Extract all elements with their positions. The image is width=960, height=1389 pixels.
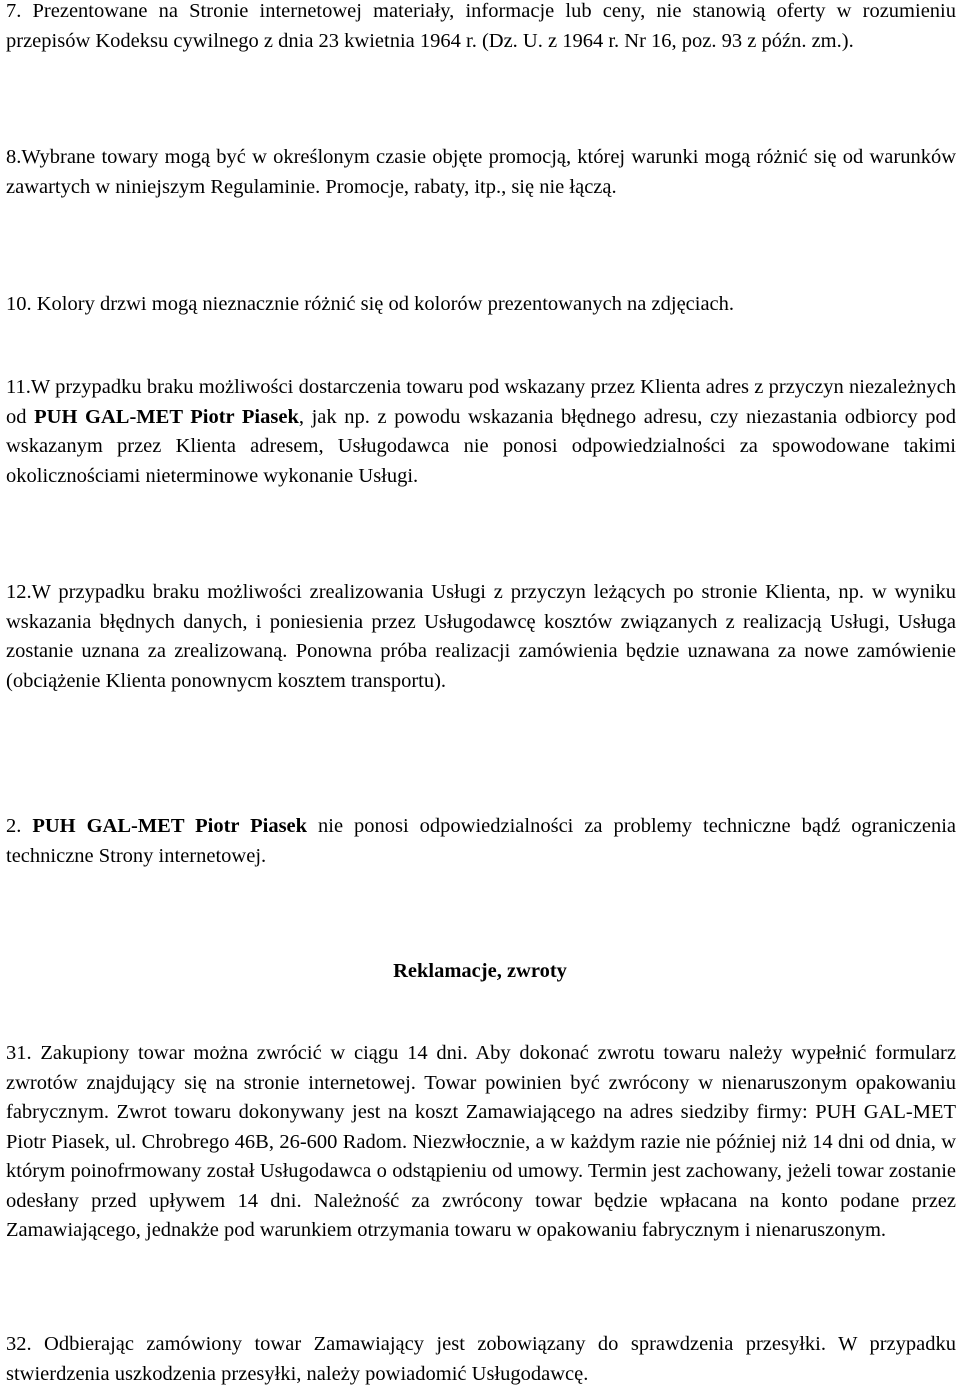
paragraph-8: 8.Wybrane towary mogą być w określonym czasie objęte promocją, której warunki mogą różnić się od warunków zawartych w niniejszym Regulaminie. Promocje, rabaty, itp., się nie łączą. (6, 146, 956, 198)
company-name: PUH GAL-MET Piotr Piasek (32, 815, 308, 837)
paragraph-12: 12.W przypadku braku możliwości zrealizowania Usługi z przyczyn leżących po stronie Klienta, np. w wyniku wskazania błędnych danych, i poniesienia przez Usługodawcę kosztów związanych z realizacją Usługi, Usługa zostanie uznana za zrealizowaną. Ponowna próba realizacji zamówienia będzie uznawana za nowe zamówienie (obciążenie Klienta ponownycm kosztem transportu). (6, 581, 956, 692)
paragraph-32: 32. Odbierając zamówiony towar Zamawiający jest zobowiązany do sprawdzenia przesyłki. W przypadku stwierdzenia uszkodzenia przesyłki, należy powiadomić Usługodawcę. (6, 1333, 956, 1385)
paragraph-2 (6, 812, 956, 871)
section-heading: Reklamacje, zwroty (393, 960, 567, 982)
paragraph-11-text-start: 11.W przypadku braku możliwości dostarczenia towaru pod wskazany przez Klienta adres z przyczyn niezależnych od (6, 376, 956, 428)
paragraph-2-text: nie ponosi odpowiedzialności za problemy techniczne bądź ograniczenia techniczne Strony internetowej. (6, 815, 956, 867)
paragraph-10: 10. Kolory drzwi mogą nieznacznie różnić się od kolorów prezentowanych na zdjęciach. (6, 293, 735, 315)
paragraph-7: 7. Prezentowane na Stronie internetowej materiały, informacje lub ceny, nie stanowią oferty w rozumieniu przepisów Kodeksu cywilnego z dnia 23 kwietnia 1964 r. (Dz. U. z 1964 r. Nr 16, poz. 93 z późn. zm.). (6, 0, 956, 52)
paragraph-2-number: 2. (6, 815, 33, 837)
paragraph-31: 31. Zakupiony towar można zwrócić w ciągu 14 dni. Aby dokonać zwrotu towaru należy wypełnić formularz zwrotów znajdujący się na stronie internetowej. Towar powinien być zwrócony w nienaruszonym opakowaniu fabrycznym. Zwrot towaru dokonywany jest na koszt Zamawiającego na adres siedziby firmy: PUH GAL-MET Piotr Piasek, ul. Chrobrego 46B, 26-600 Radom. Niezwłocznie, a w każdym razie nie później niż 14 dni od dnia, w którym poinofrmowany został Usługodawca o odstąpieniu od umowy. Termin jest zachowany, jeżeli towar zostanie odesłany przed upływem 14 dni. Należność za zwrócony towar będzie wpłacana na konto podane przez Zamawiającego, jednakże pod warunkiem otrzymania towaru w opakowaniu fabrycznym i nienaruszonym. (6, 1042, 956, 1241)
paragraph-11-text-end: , jak np. z powodu wskazania błędnego adresu, czy niezastania odbiorcy pod wskazanym przez Klienta adresem, Usługodawca nie ponosi odpowiedzialności za spowodowane takimi okolicznościami nieterminowe wykonanie Usługi. (6, 405, 956, 487)
company-name: PUH GAL-MET Piotr Piasek (34, 405, 299, 428)
paragraph-11 (6, 373, 956, 491)
